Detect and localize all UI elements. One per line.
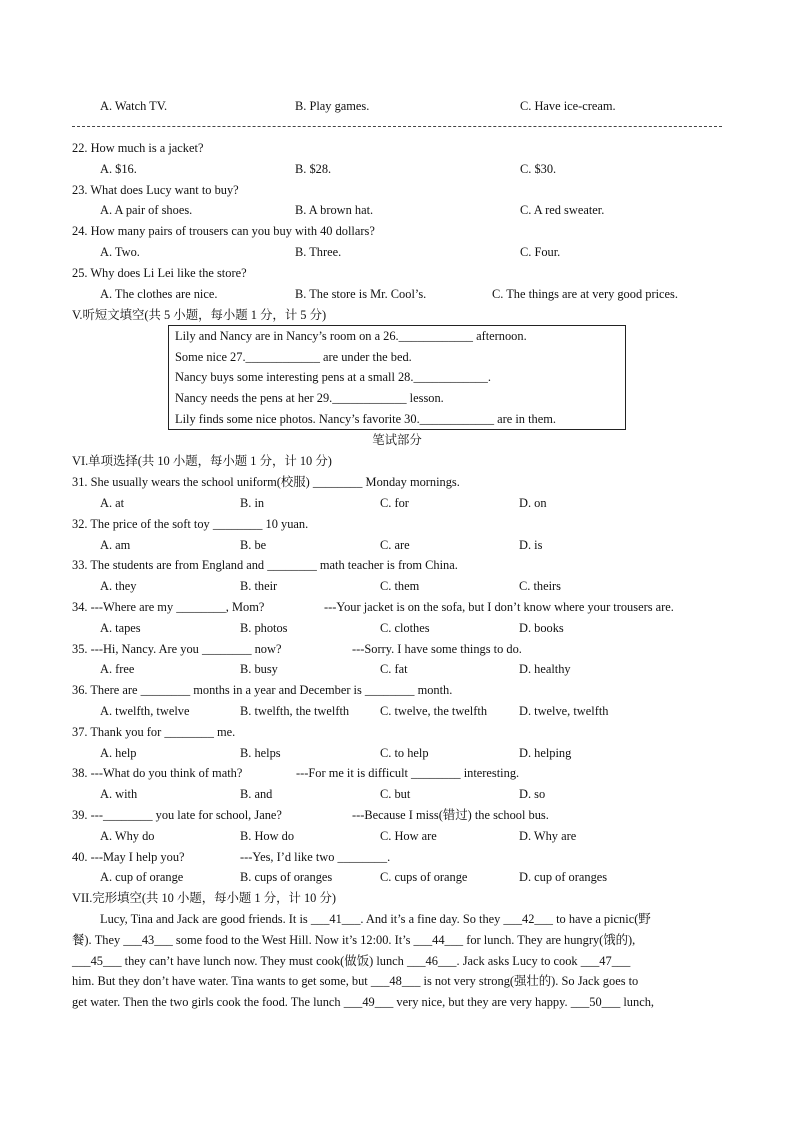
q34-option-c: C. clothes bbox=[380, 621, 430, 635]
section-7-title: VII.完形填空(共 10 小题，每小题 1 分，计 10 分) bbox=[72, 891, 336, 905]
q39-option-c: C. How are bbox=[380, 829, 437, 843]
fill-line-28: Nancy buys some interesting pens at a small 28.____________. bbox=[175, 370, 491, 384]
q39-option-a: A. Why do bbox=[100, 829, 155, 843]
cloze-line-2: 餐). They ___43___ some food to the West Hill. Now it’s 12:00. It’s ___44___ for lunch. They are hungry(饿的), bbox=[72, 933, 636, 947]
q31-option-a: A. at bbox=[100, 496, 125, 510]
q21-option-a: A. Watch TV. bbox=[100, 99, 168, 113]
q33-option-a: A. they bbox=[100, 579, 137, 593]
q36-option-d: D. twelve, twelfth bbox=[519, 704, 609, 718]
fill-line-30: Lily finds some nice photos. Nancy’s favorite 30.____________ are in them. bbox=[175, 412, 556, 426]
q36-option-c: C. twelve, the twelfth bbox=[380, 704, 488, 718]
q37-option-c: C. to help bbox=[380, 746, 429, 760]
q35-option-d: D. healthy bbox=[519, 662, 571, 676]
q25-option-c: C. The things are at very good prices. bbox=[492, 287, 678, 301]
question-22: 22. How much is a jacket? bbox=[72, 141, 204, 155]
q32-option-a: A. am bbox=[100, 538, 131, 552]
q39-option-d: D. Why are bbox=[519, 829, 577, 843]
cut-line-divider bbox=[72, 126, 722, 127]
question-31: 31. She usually wears the school uniform(校服) ________ Monday mornings. bbox=[72, 475, 460, 489]
q22-option-a: A. $16. bbox=[100, 162, 137, 176]
q24-option-b: B. Three. bbox=[295, 245, 342, 259]
cloze-line-3: ___45___ they can’t have lunch now. They must cook(做饭) lunch ___46___. Jack asks Lucy to cook ___47___ bbox=[72, 954, 631, 968]
q36-option-a: A. twelfth, twelve bbox=[100, 704, 190, 718]
cloze-line-5: get water. Then the two girls cook the food. The lunch ___49___ very nice, but they are very happy. ___50___ lunch, bbox=[72, 995, 654, 1009]
q31-option-b: B. in bbox=[240, 496, 265, 510]
q32-option-d: D. is bbox=[519, 538, 543, 552]
q40-option-b: B. cups of oranges bbox=[240, 870, 333, 884]
q21-option-c: C. Have ice-cream. bbox=[520, 99, 616, 113]
cloze-line-1: Lucy, Tina and Jack are good friends. It is ___41___. And it’s a fine day. So they ___42___ to have a picnic(野 bbox=[100, 912, 651, 926]
written-part-heading: 笔试部分 bbox=[372, 433, 422, 447]
q32-option-b: B. be bbox=[240, 538, 267, 552]
q38-option-b: B. and bbox=[240, 787, 273, 801]
question-39: 39. ---________ you late for school, Jane? bbox=[72, 808, 282, 822]
q37-option-b: B. helps bbox=[240, 746, 281, 760]
q31-option-c: C. for bbox=[380, 496, 409, 510]
question-34-reply: ---Your jacket is on the sofa, but I don’t know where your trousers are. bbox=[324, 600, 674, 614]
q25-option-a: A. The clothes are nice. bbox=[100, 287, 218, 301]
question-24: 24. How many pairs of trousers can you buy with 40 dollars? bbox=[72, 224, 375, 238]
q39-option-b: B. How do bbox=[240, 829, 295, 843]
q38-option-a: A. with bbox=[100, 787, 138, 801]
q40-option-c: C. cups of orange bbox=[380, 870, 468, 884]
question-36: 36. There are ________ months in a year and December is ________ month. bbox=[72, 683, 453, 697]
q31-option-d: D. on bbox=[519, 496, 547, 510]
question-34: 34. ---Where are my ________, Mom? bbox=[72, 600, 265, 614]
q24-option-a: A. Two. bbox=[100, 245, 140, 259]
q32-option-c: C. are bbox=[380, 538, 410, 552]
q22-option-b: B. $28. bbox=[295, 162, 332, 176]
q38-option-d: D. so bbox=[519, 787, 546, 801]
cloze-line-4: him. But they don’t have water. Tina wants to get some, but ___48___ is not very strong(强壮的). So Jack goes to bbox=[72, 974, 639, 988]
question-33: 33. The students are from England and ________ math teacher is from China. bbox=[72, 558, 458, 572]
q24-option-c: C. Four. bbox=[520, 245, 561, 259]
question-38: 38. ---What do you think of math? bbox=[72, 766, 243, 780]
q34-option-b: B. photos bbox=[240, 621, 288, 635]
question-40: 40. ---May I help you? bbox=[72, 850, 185, 864]
q37-option-d: D. helping bbox=[519, 746, 572, 760]
q35-option-a: A. free bbox=[100, 662, 135, 676]
q40-option-a: A. cup of orange bbox=[100, 870, 184, 884]
section-6-title: VI.单项选择(共 10 小题，每小题 1 分，计 10 分) bbox=[72, 454, 332, 468]
q36-option-b: B. twelfth, the twelfth bbox=[240, 704, 350, 718]
question-32: 32. The price of the soft toy ________ 10 yuan. bbox=[72, 517, 309, 531]
q33-option-b: B. their bbox=[240, 579, 278, 593]
question-35: 35. ---Hi, Nancy. Are you ________ now? bbox=[72, 642, 282, 656]
q21-option-b: B. Play games. bbox=[295, 99, 370, 113]
q34-option-d: D. books bbox=[519, 621, 564, 635]
q33-option-d: C. theirs bbox=[519, 579, 561, 593]
q35-option-b: B. busy bbox=[240, 662, 278, 676]
q38-option-c: C. but bbox=[380, 787, 411, 801]
question-37: 37. Thank you for ________ me. bbox=[72, 725, 236, 739]
question-25: 25. Why does Li Lei like the store? bbox=[72, 266, 247, 280]
q22-option-c: C. $30. bbox=[520, 162, 557, 176]
fill-line-26: Lily and Nancy are in Nancy’s room on a 26.____________ afternoon. bbox=[175, 329, 527, 343]
q23-option-a: A. A pair of shoes. bbox=[100, 203, 193, 217]
q33-option-c: C. them bbox=[380, 579, 420, 593]
q35-option-c: C. fat bbox=[380, 662, 408, 676]
fill-line-29: Nancy needs the pens at her 29.____________ lesson. bbox=[175, 391, 444, 405]
q23-option-b: B. A brown hat. bbox=[295, 203, 374, 217]
q25-option-b: B. The store is Mr. Cool’s. bbox=[295, 287, 427, 301]
q37-option-a: A. help bbox=[100, 746, 137, 760]
q23-option-c: C. A red sweater. bbox=[520, 203, 605, 217]
question-38-reply: ---For me it is difficult ________ interesting. bbox=[296, 766, 520, 780]
section-5-title: V.听短文填空(共 5 小题，每小题 1 分，计 5 分) bbox=[72, 308, 327, 322]
q40-option-d: D. cup of oranges bbox=[519, 870, 608, 884]
question-35-reply: ---Sorry. I have some things to do. bbox=[352, 642, 522, 656]
question-23: 23. What does Lucy want to buy? bbox=[72, 183, 239, 197]
question-40-reply: ---Yes, I’d like two ________. bbox=[240, 850, 391, 864]
q34-option-a: A. tapes bbox=[100, 621, 141, 635]
fill-line-27: Some nice 27.____________ are under the bed. bbox=[175, 350, 412, 364]
question-39-reply: ---Because I miss(错过) the school bus. bbox=[352, 808, 549, 822]
